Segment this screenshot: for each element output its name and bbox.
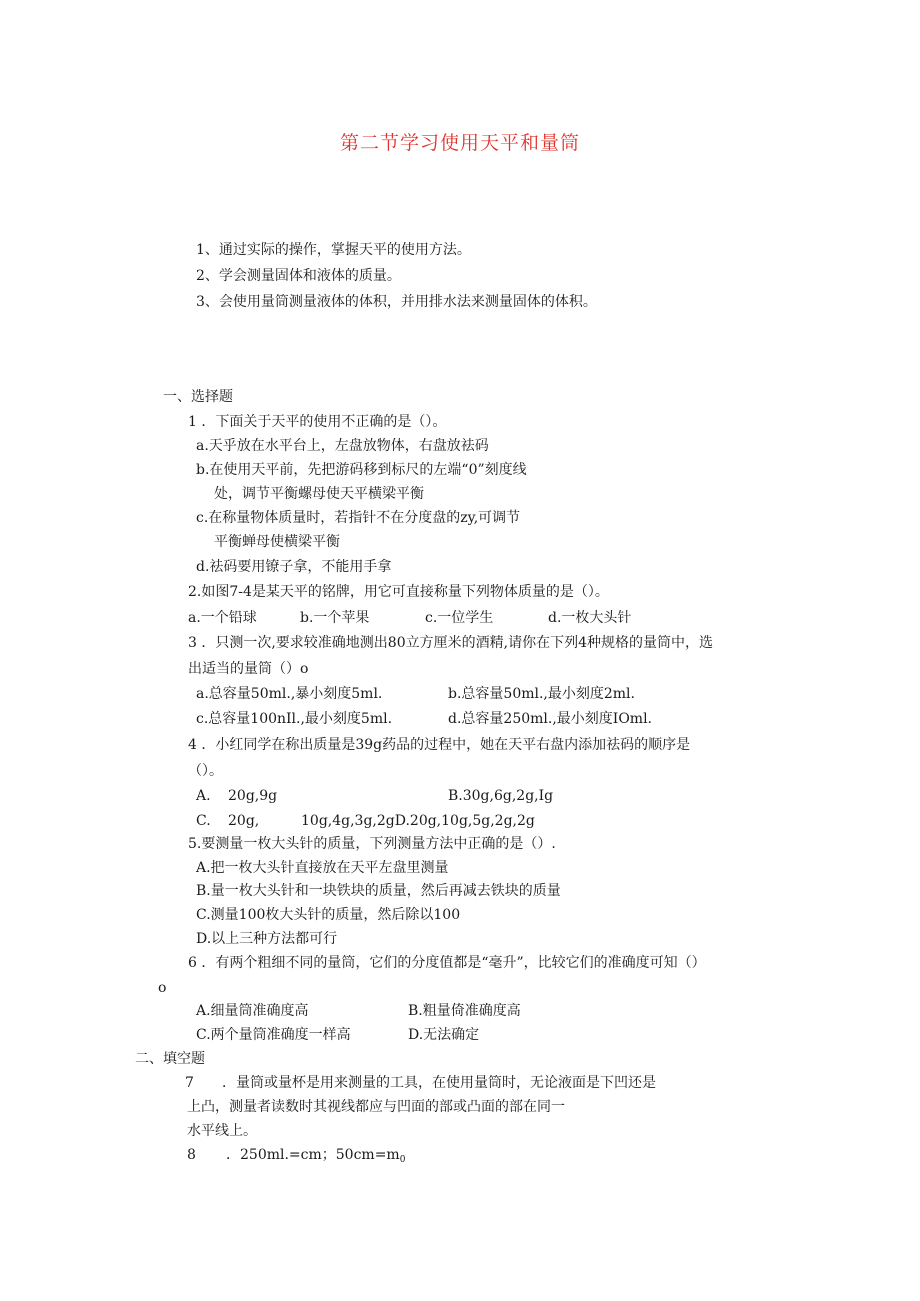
q7-line1: ．量筒或量杯是用来测量的工具，在使用量筒时，无论液面是下凹还是 [222, 1075, 656, 1091]
page-title: 第二节学习使用天平和量筒 [339, 132, 580, 154]
q5-option-d: D.以上三种方法都可行 [196, 931, 338, 947]
q7-number: 7 [185, 1075, 194, 1091]
q4-stem-line2: （）。 [188, 763, 223, 779]
q3-option-d: d.总容量250ml.,最小刻度IOml. [448, 711, 652, 727]
q6-stem-line1: 6 ．有两个粗细不同的量筒，它们的分度值都是“毫升”，比较它们的准确度可知（） [188, 955, 706, 971]
q4-option-c-value: 20g, [228, 813, 260, 829]
q4-option-b: B.30g,6g,2g,Ig [448, 788, 554, 804]
q6-option-b: B.粗量倚准确度高 [408, 1003, 521, 1019]
q3-option-c: c.总容量100nIl.,最小刻度5ml. [196, 711, 393, 727]
q4-option-a-value: 20g,9g [228, 788, 278, 804]
q4-stem-line1: 4 ．小红同学在称出质量是39g药品的过程中，她在天平右盘内添加祛码的顺序是 [188, 737, 691, 753]
q8-number: 8 [187, 1147, 196, 1163]
section-heading-choice: 一、选择题 [163, 389, 233, 405]
objective-2: 2、学会测量固体和液体的质量。 [196, 268, 401, 284]
q3-stem-line2: 出适当的量筒（）o [188, 661, 309, 677]
q2-option-d: d.一枚大头针 [548, 610, 632, 626]
q7-line2: 上凸，测量者读数时其视线都应与凹面的部或凸面的部在同一 [187, 1099, 565, 1115]
q1-option-b-line1: b.在使用天平前，先把游码移到标尺的左端“0”刻度线 [196, 462, 527, 478]
q3-option-a: a.总容量50ml.,暴小刻度5ml. [196, 686, 383, 702]
q6-option-c: C.两个量筒准确度一样高 [196, 1027, 351, 1043]
q5-option-a: A.把一枚大头针直接放在天平左盘里测量 [196, 860, 449, 876]
q8-text: ．250ml.=cm；50cm=m [226, 1147, 400, 1163]
q1-option-a: a.天乎放在水平台上，左盘放物体，右盘放祛码 [196, 438, 489, 454]
q4-option-c-d-rest: 10g,4g,3g,2gD.20g,10g,5g,2g,2g [301, 813, 535, 829]
q1-option-b-line2: 处，调节平衡螺母使天平横梁平衡 [214, 486, 424, 502]
q3-option-b: b.总容量50ml.,最小刻度2ml. [448, 686, 635, 702]
q5-option-c: C.测量100枚大头针的质量，然后除以100 [196, 907, 461, 923]
q2-option-a: a.一个铅球 [188, 610, 257, 626]
q5-stem: 5.要测量一枚大头针的质量，下列测量方法中正确的是（）. [188, 836, 556, 852]
q1-option-c-line1: c.在称量物体质量时，若指针不在分度盘的zy,可调节 [196, 510, 521, 526]
q4-option-a-label: A. [196, 788, 211, 804]
q6-option-d: D.无法确定 [408, 1027, 480, 1043]
q1-option-c-line2: 平衡蝉母使横梁平衡 [214, 534, 340, 550]
q4-option-c-label: C. [196, 813, 211, 829]
q1-option-d: d.祛码要用镣子拿，不能用手拿 [196, 559, 392, 575]
q2-option-c: c.一位学生 [425, 610, 494, 626]
objective-1: 1、通过实际的操作，掌握天平的使用方法。 [196, 242, 471, 258]
q2-stem: 2.如图7-4是某天平的铭牌，用它可直接称量下列物体质量的是（）。 [188, 584, 609, 600]
objective-3: 3、会使用量筒测量液体的体积，并用排水法来测量固体的体积。 [196, 294, 597, 310]
q7-line3: 水平线上。 [187, 1123, 257, 1139]
q1-stem: 1 ．下面关于天平的使用不正确的是（）。 [188, 414, 447, 430]
q8-line1 [226, 1145, 405, 1170]
q5-option-b: B.量一枚大头针和一块铁块的质量，然后再减去铁块的质量 [196, 883, 561, 899]
q2-option-b: b.一个苹果 [300, 610, 370, 626]
q6-option-a: A.细量筒准确度高 [196, 1003, 309, 1019]
q6-stem-line2: o [158, 980, 167, 996]
q8-tail: 0 [399, 1155, 406, 1165]
q3-stem-line1: 3 ．只测一次,要求较准确地测出80立方厘米的酒精,请你在下列4种规格的量筒中，选 [188, 635, 713, 651]
section-heading-fill: 二、填空题 [135, 1051, 205, 1067]
